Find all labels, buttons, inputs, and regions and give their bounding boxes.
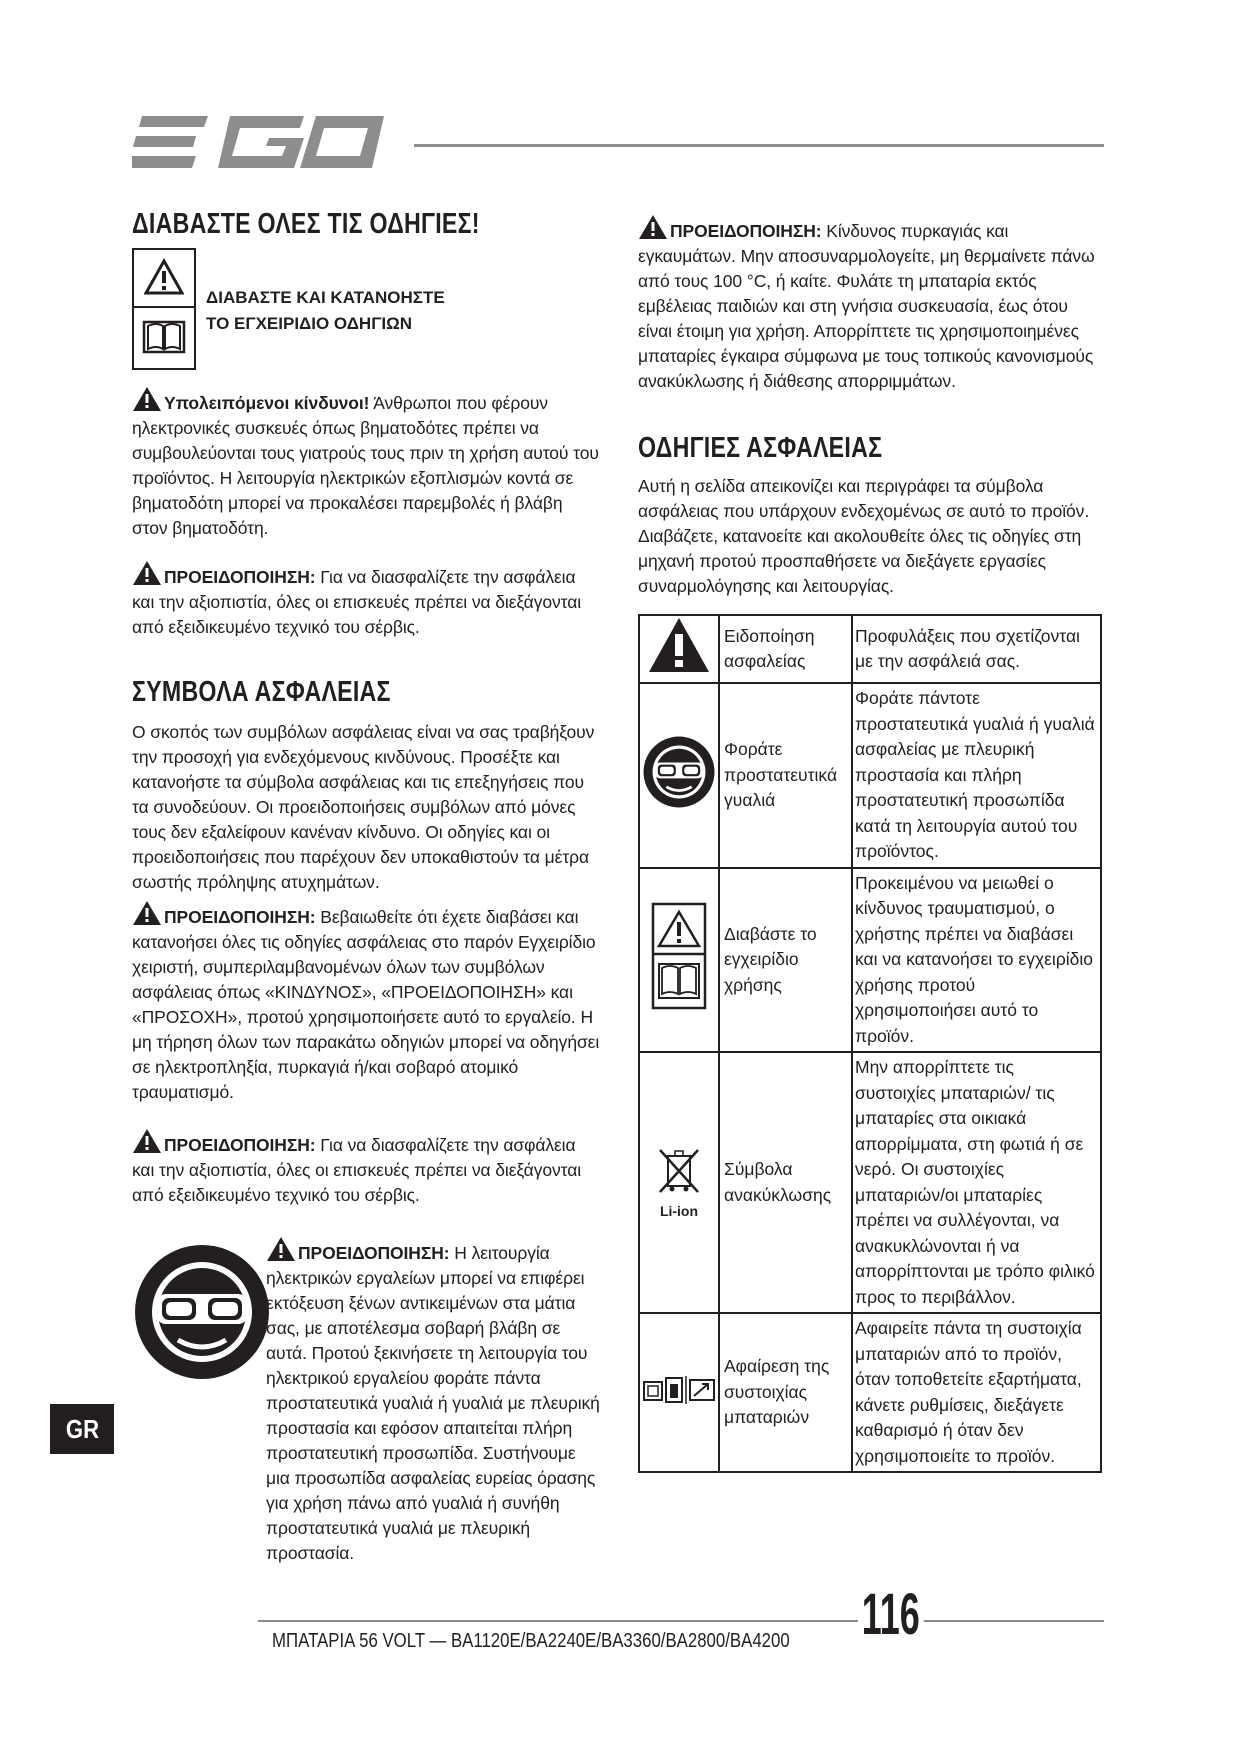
table-row: Ειδοποίηση ασφαλείας Προφυλάξεις που σχετίζονται με την ασφάλειά σας. [639, 615, 1101, 683]
page-number: 116 [858, 1582, 923, 1648]
read-manual-symbol [132, 248, 196, 370]
goggles-icon [643, 736, 715, 808]
warning-triangle-icon [132, 1128, 162, 1154]
warning-goggles-paragraph: ΠΡΟΕΙΔΟΠΟΙΗΣΗ: Η λειτουργία ηλεκτρικών εργαλείων μπορεί να επιφέρει εκτόξευση ξένων αντικειμένων στα μάτια σας, με αποτέλεσμα σοβαρή βλάβη σε αυτά. Προτού ξεκινήσετε τη λειτουργία του ηλεκτρικού εργαλείου φοράτε πάντα προστατευτικά γυαλιά ή γυαλιά με πλευρική προστασία και εφόσον απαιτείται πλήρη προστατευτική προσωπίδα. Συστήνουμε μια προσωπίδα ασφαλείας ευρείας όρασης για χρήση πάνω από γυαλιά ή συνήθη προστατευτικά γυαλιά με πλευρική προστασία. [266, 1236, 602, 1566]
symbols-paragraph: Ο σκοπός των συμβόλων ασφάλειας είναι να σας τραβήξουν την προσοχή για ενδεχόμενους κινδύνους. Προσέξτε και κατανοήστε τα σύμβολα ασφάλειας και τις επεξηγήσεις που τα συνοδεύουν. Οι προειδοποιήσεις συμβόλων από μόνες τους δεν εξαλείφουν κανέναν κίνδυνο. Οι οδηγίες και οι προειδοποιήσεις που παρέχουν δεν υποκαθιστούν τα μέτρα σωστής πρόληψης ατυχημάτων. [132, 722, 595, 892]
warning-service-paragraph: ΠΡΟΕΙΔΟΠΟΙΗΣΗ: Για να διασφαλίζετε την ασφάλεια και την αξιοπιστία, όλες οι επισκευές πρέπει να διεξάγονται από εξειδικευμένο τεχνικό του σέρβις. [132, 560, 602, 640]
safety-symbols-table [638, 614, 1102, 1473]
warning-service-paragraph-2: ΠΡΟΕΙΔΟΠΟΙΗΣΗ: Για να διασφαλίζετε την ασφάλεια και την αξιοπιστία, όλες οι επισκευές πρέπει να διεξάγονται από εξειδικευμένο τεχνικό του σέρβις. [132, 1128, 602, 1208]
header-rule [414, 144, 1104, 147]
warning-triangle-icon [144, 258, 184, 296]
warning-read-paragraph: ΠΡΟΕΙΔΟΠΟΙΗΣΗ: Βεβαιωθείτε ότι έχετε διαβάσει και κατανοήσει όλες τις οδηγίες ασφάλειας στο παρόν Εγχειρίδιο χειριστή, συμπεριλαμβανομένων όλων των συμβόλων ασφάλειας όπως «ΚΙΝΔΥΝΟΣ», «ΠΡΟΕΙΔΟΠΟΙΗΣΗ» και «ΠΡΟΣΟΧΗ», προτού χρησιμοποιήσετε αυτό το εργαλείο. Η μη τήρηση όλων των παρακάτω οδηγιών μπορεί να οδηγήσει σε ηλεκτροπληξία, πυρκαγιά ή/και σοβαρό ατομικό τραυματισμό. [132, 900, 602, 1105]
book-icon [142, 316, 186, 358]
li-ion-label: Li-ion [659, 1203, 699, 1220]
title-read-all: ΔΙΑΒΑΣΤΕ ΟΛΕΣ ΤΙΣ ΟΔΗΓΙΕΣ! [132, 208, 480, 240]
goggles-icon [134, 1244, 270, 1380]
warning-triangle-icon [132, 386, 162, 412]
table-row: Φοράτε προστατευτικά γυαλιά Φοράτε πάντοτε προστατευτικά γυαλιά ή γυαλιά ασφαλείας με πλευρική προστασία και πλήρη προστατευτική προσωπίδα κατά τη λειτουργία αυτού του προϊόντος. [639, 683, 1101, 868]
warning-triangle-icon [266, 1236, 296, 1262]
table-row: Διαβάστε το εγχειρίδιο χρήσης Προκειμένου να μειωθεί ο κίνδυνος τραυματισμού, ο χρήστης πρέπει να διαβάσει και να κατανοήσει το εγχειρίδιο χρήσης προτού χρησιμοποιήσει αυτό το προϊόν. [639, 868, 1101, 1053]
warning-triangle-icon [132, 560, 162, 586]
footer-product-line: ΜΠΑΤΑΡΙΑ 56 VOLT — BA1120E/BA2240E/BA3360/BA2800/BA4200 [272, 1628, 795, 1654]
title-safety-symbols: ΣΥΜΒΟΛΑ ΑΣΦΑΛΕΙΑΣ [132, 676, 391, 708]
footer-rule [258, 1620, 1104, 1622]
warning-triangle-icon [638, 214, 668, 240]
safety-instructions-paragraph: Αυτή η σελίδα απεικονίζει και περιγράφει τα σύμβολα ασφάλειας που υπάρχουν ενδεχομένως σε αυτό το προϊόν. Διαβάζετε, κατανοείτε και ακολουθείτε όλες τις οδηγίες στη μηχανή προτού προσπαθήσετε να διεξάγετε εργασίες συναρμολόγησης και λειτουργίας. [638, 476, 1090, 596]
read-manual-icon [651, 902, 707, 1010]
warning-fire-paragraph: ΠΡΟΕΙΔΟΠΟΙΗΣΗ: Κίνδυνος πυρκαγιάς και εγκαυμάτων. Μην αποσυναρμολογείτε, μη θερμαίνετε πάνω από τους 100 °C, ή καίτε. Φυλάτε τη μπαταρία εκτός εμβέλειας παιδιών και στη γνήσια συσκευασία, έως ότου είναι έτοιμη για χρήση. Απορρίπτετε τις χρησιμοποιημένες μπαταρίες έγκαιρα σύμφωνα με τους τοπικούς κανονισμούς ανακύκλωσης ή διάθεσης απορριμμάτων. [638, 214, 1104, 394]
table-row: Li-ion Σύμβολα ανακύκλωσης Μην απορρίπτετε τις συστοιχίες μπαταριών/ τις μπαταρίες στα οικιακά απορρίμματα, στη φωτιά ή σε νερό. Οι συστοιχίες μπαταριών/οι μπαταρίες πρέπει να συλλέγονται, να ανακυκλώνονται ή να απορρίπτονται με τρόπο φιλικό προς το περιβάλλον. [639, 1052, 1101, 1313]
residual-risks-paragraph: Υπολειπόμενοι κίνδυνοι! Άνθρωποι που φέρουν ηλεκτρονικές συσκευές όπως βηματοδότες πρέπει να συμβουλεύονται τους γιατρούς τους πριν τη χρήση αυτού του προϊόντος. Η λειτουργία ηλεκτρικών εξοπλισμών κοντά σε βηματοδότη μπορεί να προκαλέσει παρεμβολές ή βλάβη στον βηματοδότη. [132, 386, 602, 541]
manual-instruction: ΔΙΑΒΑΣΤΕ ΚΑΙ ΚΑΤΑΝΟΗΣΤΕ ΤΟ ΕΓΧΕΙΡΙΔΙΟ ΟΔΗΓΙΩΝ [206, 288, 445, 333]
title-safety-instructions: ΟΔΗΓΙΕΣ ΑΣΦΑΛΕΙΑΣ [638, 432, 883, 464]
battery-removal-icon [642, 1372, 716, 1406]
warning-triangle-icon [132, 900, 162, 926]
ego-logo [132, 112, 384, 174]
language-tab: GR [50, 1404, 114, 1454]
table-row: Αφαίρεση της συστοιχίας μπαταριών Αφαιρείτε πάντα τη συστοιχία μπαταριών από το προϊόν, όταν τοποθετείτε εξαρτήματα, κάνετε ρυθμίσεις, διεξάγετε καθαρισμό ή όταν δεν χρησιμοποιείτε το προϊόν. [639, 1313, 1101, 1472]
recycle-bin-icon [656, 1146, 702, 1196]
warning-triangle-icon [647, 616, 711, 674]
